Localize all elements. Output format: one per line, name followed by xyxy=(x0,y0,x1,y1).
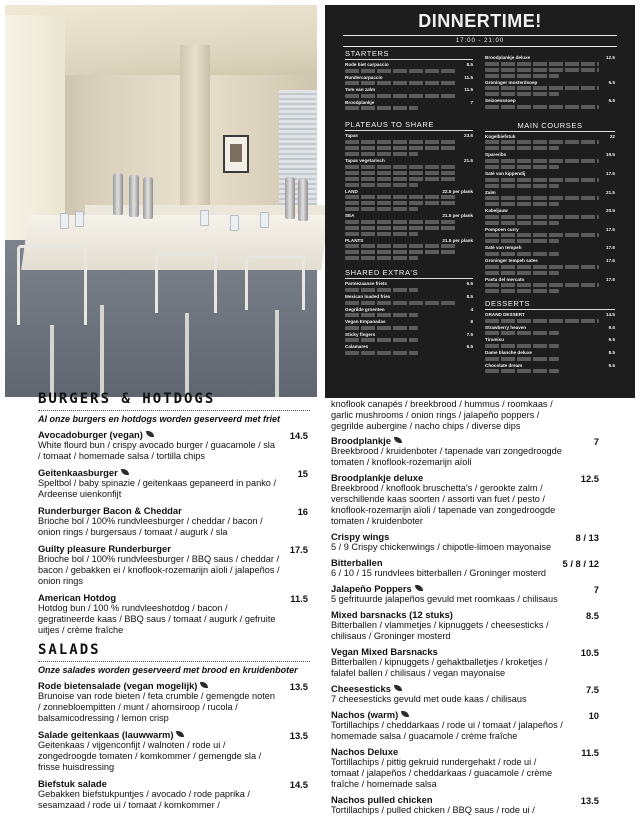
menu-item: Salade geitenkaas (lauwwarm) 13.5 Geitenkaas / vijgenconfijt / walnoten / rode ui / zongedroogde tomaten / komkommer / gemengde sla / frisse huisdressing xyxy=(38,729,308,772)
board-item: Tapas 23.5 xyxy=(345,133,473,156)
item-price: 7.5 xyxy=(585,684,599,695)
leaf-icon xyxy=(146,431,154,437)
salads-heading: SALADS xyxy=(38,642,101,658)
menu-item: Broodplankje deluxe 12.5 Breekbrood / knoflook bruschetta's / gerookte zalm / verschillende kaas soorten / assorti van fuet / pesto / knoflook-rozemarijn aïoli / tapenade van zongedroogde tomaten / kruidenboter xyxy=(331,472,599,526)
board-item: Mexican loaded fries 8.5 xyxy=(345,294,473,305)
menu-item: Bitterballen 5 / 8 / 12 6 / 10 / 15 rundvlees bitterballen / Groninger mosterd xyxy=(331,557,599,578)
board-item: Parmezaanse friets 6.5 xyxy=(345,281,473,292)
board-item: Zalm 21.5 xyxy=(485,190,615,207)
menu-item: Crispy wings 8 / 13 5 / 9 Crispy chickenwings / chipotle-limoen mayonaise xyxy=(331,531,599,552)
item-price: 13.5 xyxy=(289,730,308,741)
menu-item: Nachos Deluxe 11.5 Tortillachips / pittig gekruid rundergehakt / rode ui / tomaat / jalapeños / cheddarkaas / guacamole / crème fraîche / homemade salsa xyxy=(331,746,599,789)
snacks-menu xyxy=(331,399,601,815)
board-item: Tiramisu 9.5 xyxy=(485,337,615,348)
salads-intro: Onze salades worden geserveerd met brood en kruidenboter xyxy=(38,665,298,675)
item-price: 10.5 xyxy=(580,647,599,658)
item-price: 11.5 xyxy=(581,747,599,758)
menu-item: Nachos (warm) 10 Tortillachips / cheddarkaas / rode ui / tomaat / jalapeños / homemade salsa / guacamole / crème fraîche xyxy=(331,709,599,741)
item-price: 15 xyxy=(297,468,308,479)
leaf-icon xyxy=(121,469,129,475)
board-section-extras: SHARED EXTRA'S xyxy=(345,268,419,278)
menu-item-continuation: knoflook canapés / breekbrood / hummus / roomkaas / garlic mushrooms / onion rings / jalapeño poppers / gegrilde aubergine / nacho chips / diverse dips xyxy=(331,399,553,431)
board-item: Pompoen curry 17.5 xyxy=(485,227,615,244)
board-section-plateaus: PLATEAUS TO SHARE xyxy=(345,120,434,130)
item-price: 13.5 xyxy=(580,795,599,806)
board-item: Chocolate dream 9.5 xyxy=(485,363,615,374)
menu-item: Cheesesticks 7.5 7 cheesesticks gevuld met oude kaas / chilisaus xyxy=(331,683,599,704)
menu-item: Jalapeño Poppers 7 5 gefrituurde jalapeños gevuld met roomkaas / chilisaus xyxy=(331,583,599,604)
item-price: 8.5 xyxy=(585,610,599,621)
board-item: SEA 21.5 per plank xyxy=(345,213,473,236)
leaf-icon xyxy=(176,731,184,737)
board-item: PLANTS 21.5 per plank xyxy=(345,238,473,261)
item-price: 14.5 xyxy=(289,779,308,790)
item-price: 14.5 xyxy=(289,430,308,441)
leaf-icon xyxy=(394,685,402,691)
board-item: Rode biet carpaccio 8.5 xyxy=(345,62,473,73)
menu-item: Avocadoburger (vegan) 14.5 White flourd bun / crispy avocado burger / guacamole / sla / tomaat / homemade salsa / tortilla chips xyxy=(38,429,308,461)
board-item: Kogelbiefstuk 22 xyxy=(485,134,615,151)
board-item: Tapas vegetarisch 21.5 xyxy=(345,158,473,187)
item-price: 13.5 xyxy=(289,681,308,692)
board-item: Groninger tempeh sates 17.5 xyxy=(485,258,615,275)
burgers-heading: BURGERS & HOTDOGS xyxy=(38,391,216,407)
dinner-menu-board xyxy=(325,5,635,398)
board-section-starters: STARTERS xyxy=(345,49,390,58)
leaf-icon xyxy=(200,682,208,688)
leaf-icon xyxy=(394,437,402,443)
board-item: GRAND DESSERT 14.5 xyxy=(485,312,615,323)
burgers-salads-menu xyxy=(38,391,310,810)
menu-item: Vegan Mixed Barsnacks 10.5 Bitterballen / kipnuggets / gehaktballetjes / kroketjes / falafel ballen / chilisaus / vegan mayonaise xyxy=(331,646,599,678)
leaf-icon xyxy=(415,585,423,591)
item-price: 12.5 xyxy=(580,473,599,484)
item-price: 8 / 13 xyxy=(575,532,599,543)
item-price: 17.5 xyxy=(289,544,308,555)
board-item: LAND 22.5 per plank xyxy=(345,189,473,212)
board-item: Sticky fingers 7.5 xyxy=(345,332,473,343)
menu-item: Biefstuk salade 14.5 Gebakken biefstukpuntjes / avocado / rode paprika / sesamzaad / rode ui / tomaat / komkommer / xyxy=(38,778,308,810)
menu-item: Mixed barsnacks (12 stuks) 8.5 Bitterballen / vlammetjes / kipnuggets / cheesesticks / chilisaus / Groninger mosterd xyxy=(331,609,599,641)
board-section-main: MAIN COURSES xyxy=(517,120,583,130)
board-item: Seizoenssoep 5.5 xyxy=(485,98,615,109)
board-title: DINNERTIME! xyxy=(418,11,542,31)
board-item: Calamares 6.5 xyxy=(345,344,473,355)
leaf-icon xyxy=(401,711,409,717)
restaurant-photo xyxy=(5,5,317,397)
board-hours: 17:00 - 21:00 xyxy=(455,38,505,44)
board-item: Dame blanche deluxe 8.5 xyxy=(485,350,615,361)
board-item: Broodplankje deluxe 12.5 xyxy=(485,55,615,78)
menu-item: Nachos pulled chicken 13.5 Tortillachips / pulled chicken / BBQ saus / rode ui / xyxy=(331,794,599,815)
menu-item: Guilty pleasure Runderburger 17.5 Brioche bol / 100% rundvleesburger / BBQ saus / cheddar / bacon / gebakken ei / knoflook-rozemarijn aïoli / jalapeños / onion rings xyxy=(38,543,308,586)
item-price: 7 xyxy=(593,584,599,595)
board-item: Broodplankje 7 xyxy=(345,100,473,111)
menu-item: Broodplankje 7 Breekbrood / kruidenboter / tapenade van zongedroogde tomaten / knoflook-rozemarijn aïoli xyxy=(331,435,599,467)
board-item: Saté van tempeh 17.5 xyxy=(485,245,615,256)
board-item: Pasta del mercato 17.5 xyxy=(485,277,615,294)
burgers-intro: Al onze burgers en hotdogs worden geserveerd met friet xyxy=(38,414,281,424)
item-price: 16 xyxy=(297,506,308,517)
board-item: Groninger mosterdsoep 5.5 xyxy=(485,80,615,97)
board-section-desserts: DESSERTS xyxy=(485,299,531,309)
board-item: Kabeljauw 20.5 xyxy=(485,208,615,225)
board-item: Vegan Empanadas 8 xyxy=(345,319,473,330)
board-item: Strawberry heaven 9.5 xyxy=(485,325,615,336)
item-price: 11.5 xyxy=(290,593,308,604)
board-item: Rundercarpaccio 11.5 xyxy=(345,75,473,86)
board-item: Tom van zalm 11.5 xyxy=(345,87,473,98)
item-price: 5 / 8 / 12 xyxy=(562,558,599,569)
board-item: Gegrilde groenten 4 xyxy=(345,307,473,318)
menu-item: Geitenkaasburger 15 Speltbol / baby spinazie / geitenkaas gepaneerd in panko / Ardeense uienkonfijt xyxy=(38,467,308,499)
menu-item: American Hotdog 11.5 Hotdog bun / 100 % rundvleeshotdog / bacon / gegratineerde kaas / BBQ saus / tomaat / augurk / gefruite uitjes / crème fraîche xyxy=(38,592,308,635)
board-item: Spareribs 19.5 xyxy=(485,152,615,169)
item-price: 7 xyxy=(593,436,599,447)
menu-item: Runderburger Bacon & Cheddar 16 Brioche bol / 100% rundvleesburger / cheddar / bacon / onion rings / burgersaus / tomaat / augurk / sla xyxy=(38,505,308,537)
menu-item: Rode bietensalade (vegan mogelijk) 13.5 Brunoise van rode bieten / feta crumble / gemengde noten / zonnebloempitten / munt / ahornsiroop / rucola / balsamicodressing / lemon crisp xyxy=(38,680,308,723)
item-price: 10 xyxy=(588,710,599,721)
board-item: Saté van kippendij 17.5 xyxy=(485,171,615,188)
